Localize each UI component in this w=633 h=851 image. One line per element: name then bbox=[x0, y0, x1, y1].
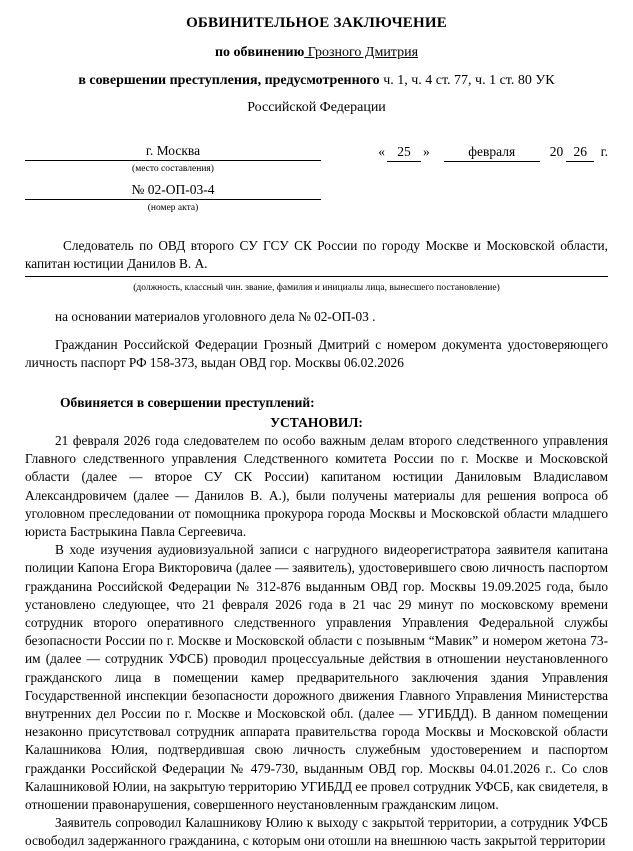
accusation-line bbox=[25, 43, 608, 62]
citizen-line: Гражданин Российской Федерации Грозный Дмитрий с номером документа удостоверяющего личность паспорт РФ 158-373, выдан ОВД гор. Москвы 06.02.2026 bbox=[25, 337, 608, 371]
date-month: февраля bbox=[444, 142, 540, 162]
date-quote-close: » bbox=[422, 144, 430, 159]
date-day: 25 bbox=[387, 142, 421, 162]
document-page bbox=[0, 14, 633, 848]
place-field: г. Москва bbox=[25, 141, 321, 161]
meta-section bbox=[25, 141, 608, 214]
body-paragraph-3: Заявитель сопроводил Калашникову Юлию к выходу с закрытой территории, а сотрудник УФСБ освободил задержанного гражданина, с которым они отошли на внешнюю часть закрытой территории bbox=[25, 815, 608, 849]
act-number-field: № 02-ОП-03-4 bbox=[25, 180, 321, 200]
date-field bbox=[378, 141, 608, 162]
accused-name: Грозного Дмитрия bbox=[304, 45, 419, 60]
body-paragraph-2: В ходе изучения аудиовизуальной записи с нагрудного видеорегистратора заявителя капитана полиции Капона Егора Викторовича (далее — заявитель), удостоверившего свою личность паспортом гражданина Российской Федерации № 312-876 выданным ОВД гор. Москвы 19.09.2025 года, было установлено следующее, что 21 февраля 2026 года в 21 час 29 минут по московскому времени сотрудник второго оперативного следственного управления Управления Федеральной службы безопасности России по г. Москве и Московской области с позывным “Мавик” и номером жетона 73-им (далее — сотрудник УФСБ) проводил процессуальные действия в отношении неустановленного гражданского лица в помещении камер предварительного заключения здания Управления Государственной инспекции безопасности дорожного движения Главного Управления Министерства внутренних дел России по г. Москве и Московской обл. (далее — УГИБДД). В данном помещении незаконно присутствовал сотрудник аппарата правительства города Москвы и Московской области Калашникова Юлия, подтвердившая свою личность служебным удостоверением и паспортом гражданки Российской Федерации № 479-730, выданным ОВД гор. Москвы 04.01.2026 г.. Со слов Калашниковой Юлии, на закрытую территорию УГИБДД ее провел сотрудник УФСБ, как свидетеля, в отношении правонарушения, совершенного неустановленным гражданским лицом. bbox=[25, 542, 608, 813]
accusation-heading: Обвиняется в совершении преступлений: bbox=[60, 394, 315, 410]
investigator-underline bbox=[25, 276, 608, 277]
date-century: 20 bbox=[549, 144, 564, 159]
crime-line-2: Российской Федерации bbox=[247, 100, 386, 115]
basis-line: на основании материалов уголовного дела № 02-ОП-03 . bbox=[55, 309, 376, 324]
investigator-section bbox=[25, 237, 608, 294]
crime-line bbox=[25, 71, 608, 90]
established-heading: УСТАНОВИЛ: bbox=[270, 414, 363, 430]
date-year: 26 bbox=[566, 142, 594, 162]
investigator-statement: Следователь по ОВД второго СУ ГСУ СК России по городу Москве и Московской области, капитан юстиции Данилов В. А. bbox=[25, 238, 608, 271]
date-suffix: г. bbox=[600, 144, 608, 159]
accusation-label: по обвинению bbox=[214, 45, 305, 60]
body-paragraph-1: 21 февраля 2026 года следователем по особо важным делам второго следственного управления Главного следственного управления Следственного комитета России по г. Москве и Московской области (далее — второе СУ СК России) капитаном юстиции Даниловым Владиславом Александровичем (далее — Данилов В. А.), были получены материалы для решения вопроса об уголовном преследовании от помощника прокурора города Москвы и Московской области младшего юриста Бастрыкина Павла Сергеевича. bbox=[25, 433, 608, 540]
meta-left-column bbox=[25, 141, 321, 214]
date-quote-open: « bbox=[378, 144, 385, 159]
crime-label: в совершении преступления, предусмотренного bbox=[78, 73, 380, 88]
act-number-caption: (номер акта) bbox=[147, 203, 199, 213]
investigator-caption: (должность, классный чин. звание, фамилия и инициалы лица, вынесшего постановление) bbox=[133, 283, 500, 293]
document-title: ОБВИНИТЕЛЬНОЕ ЗАКЛЮЧЕНИЕ bbox=[186, 15, 447, 31]
place-caption: (место составления) bbox=[132, 164, 214, 174]
crime-articles: ч. 1, ч. 4 ст. 77, ч. 1 ст. 80 УК bbox=[379, 73, 555, 88]
